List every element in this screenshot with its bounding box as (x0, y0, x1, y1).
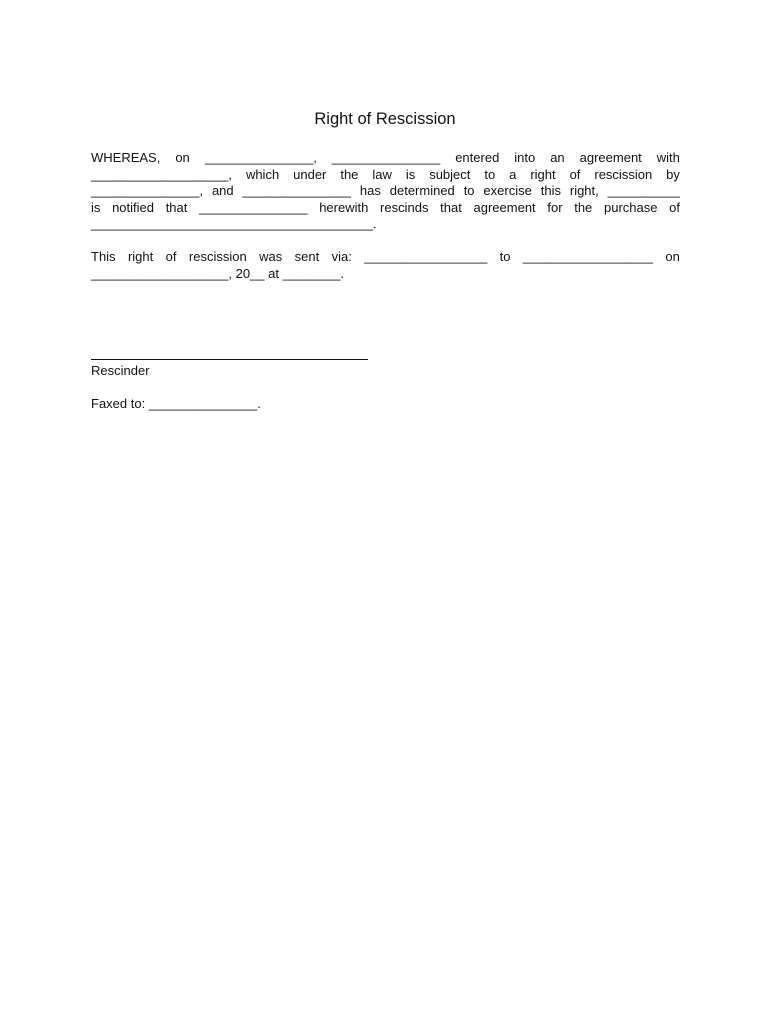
paragraph-word: right (127, 249, 154, 264)
paragraph-word: the (340, 166, 359, 182)
paragraph-word: This (91, 249, 116, 264)
document-title: Right of Rescission (314, 110, 456, 128)
paragraph-word: right (530, 166, 556, 182)
paragraph-word: by (666, 166, 680, 182)
paragraph-word: for (547, 199, 563, 215)
paragraph-line (91, 167, 680, 184)
paragraph-word: purchase (603, 199, 658, 215)
paragraph-word: on (665, 249, 680, 264)
paragraph-word: this (540, 183, 561, 198)
paragraph-word: subject (429, 166, 471, 182)
paragraph-word: which (245, 166, 280, 182)
paragraph-word: to (463, 183, 475, 198)
faxed-to-line: Faxed to: _______________. (91, 396, 261, 411)
paragraph-word: _________________ (364, 249, 488, 264)
paragraph-line (91, 200, 680, 217)
paragraph-line (91, 150, 680, 167)
paragraph-word: into (514, 150, 536, 165)
paragraph-word: that (440, 199, 462, 215)
paragraph-word: on (175, 150, 190, 165)
paragraph-word: _______________ (242, 183, 351, 198)
paragraph-word: _______________ (331, 150, 441, 165)
paragraph-word: has (359, 183, 381, 198)
signature-line (91, 359, 368, 360)
paragraph-word: _______________, (204, 150, 317, 165)
paragraph-word: agreement (579, 150, 642, 165)
rescinder-label: Rescinder (91, 363, 150, 378)
paragraph-word: ___________________, (91, 166, 232, 182)
paragraph-word: sent (294, 249, 320, 264)
paragraph-word: of (669, 199, 680, 215)
paragraph-word: of (165, 249, 177, 264)
paragraph-word: exercise (483, 183, 532, 198)
paragraph-word: an (550, 150, 565, 165)
paragraph-word: with (656, 150, 680, 165)
paragraph-text: _______________________________________. (91, 216, 377, 231)
paragraph-line (91, 249, 680, 266)
paragraph-word: rescinds (380, 199, 429, 215)
paragraph-word: to (499, 249, 511, 264)
paragraph-word: and (211, 183, 234, 198)
paragraph-word: law (372, 166, 392, 182)
paragraph-word: __________________ (522, 249, 653, 264)
paragraph-line-last (91, 266, 680, 283)
paragraph-word: _______________, (91, 183, 204, 198)
sent-via-paragraph (91, 249, 680, 282)
paragraph-word: _______________ (199, 199, 308, 215)
paragraph-word: via: (331, 249, 352, 264)
paragraph-word: __________ (607, 183, 680, 198)
paragraph-line-last (91, 216, 680, 233)
paragraph-word: under (293, 166, 327, 182)
whereas-paragraph (91, 150, 680, 233)
paragraph-text: ___________________, 20__ at ________. (91, 265, 345, 281)
paragraph-word: is (405, 166, 416, 182)
paragraph-word: WHEREAS, (91, 150, 161, 165)
paragraph-word: was (259, 249, 283, 264)
paragraph-word: rescission (594, 166, 653, 182)
paragraph-line (91, 183, 680, 200)
paragraph-word: rescission (188, 249, 247, 264)
paragraph-word: right, (569, 183, 599, 198)
paragraph-word: a (509, 166, 517, 182)
paragraph-word: of (569, 166, 581, 182)
paragraph-word: is (91, 199, 101, 215)
paragraph-word: to (484, 166, 496, 182)
paragraph-word: the (574, 199, 593, 215)
paragraph-word: entered (455, 150, 500, 165)
paragraph-word: herewith (319, 199, 369, 215)
paragraph-word: that (165, 199, 188, 215)
paragraph-word: agreement (473, 199, 536, 215)
paragraph-word: determined (389, 183, 455, 198)
paragraph-word: notified (112, 199, 154, 215)
